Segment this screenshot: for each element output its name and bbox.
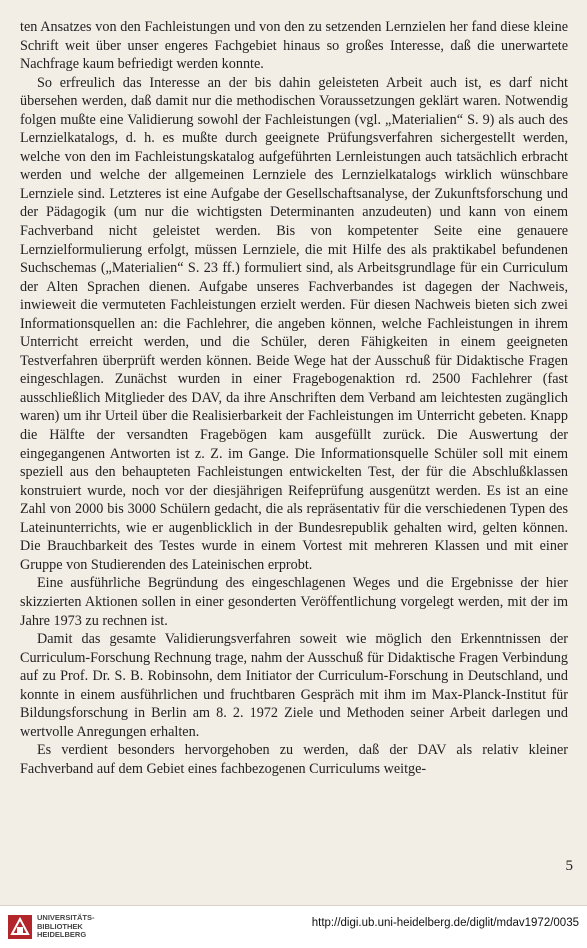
body-text	[20, 18, 568, 778]
university-library-logo-icon	[7, 914, 33, 940]
paragraph-4: Damit das gesamte Validierungsverfahren soweit wie möglich den Erkenntnissen der Curriculum-Forschung Rechnung trage, nahm der Ausschuß für Didaktische Fragen Verbindung auf zu Prof. Dr. S. B. Robinsohn, dem Initiator der Curriculum-Forschung in Deutschland, und konnte in einem ausführlichen und fruchtbaren Gespräch mit ihm im Max-Planck-Institut für Bildungsforschung in Berlin am 8. 2. 1972 Ziele und Methoden seiner Arbeit darlegen und wertvolle Anregungen erhalten.	[20, 631, 568, 740]
library-name-line-2: BIBLIOTHEK	[37, 921, 83, 931]
library-name-line-1: UNIVERSITÄTS-	[37, 913, 95, 922]
page-number: 5	[565, 858, 573, 874]
paragraph-1: ten Ansatzes von den Fachleistungen und von den zu setzenden Lernzielen her fand diese kleine Schrift weit über unser engeres Fachgebiet hinaus so großes Interesse, daß die unerwartete Nachfrage kaum befriedigt werden konnte.	[20, 19, 568, 73]
paragraph-2: So erfreulich das Interesse an der bis dahin geleisteten Arbeit auch ist, es darf nicht übersehen werden, daß damit nur die methodischen Voraussetzungen geklärt waren. Notwendig folgen mußte eine Validierung sowohl der Fachleistungen (vgl. „Materialien“ S. 9) als auch des Lernzielkatalogs, d. h. es mußte durch geeignete Prüfungsverfahren sichergestellt werden, welche von den im Fachleistungskatalog aufgeführten Lernleistungen auch tatsächlich erbracht werden und welche der allgemeinen Lernziele des Lernzielkatalogs wirklich wünschbare Lernziele sind. Letzteres ist eine Aufgabe der Gesellschaftsanalyse, der Zukunftsforschung und der Pädagogik (um nur die wichtigsten Determinanten anzudeuten) und kann von einem Fachverband nicht geleistet werden. Bis von kompetenter Seite eine genauere Lernzielformulierung erfolgt, müssen Lernziele, die mit Hilfe des als praktikabel befundenen Suchschemas („Materialien“ S. 23 ff.) formuliert sind, als Arbeitsgrundlage für ein Curriculum der Alten Sprachen dienen. Aufgabe unseres Fachverbandes ist dagegen der Nachweis, inwieweit die vermuteten Fachleistungen erzielt werden. Für diesen Nachweis bieten sich zwei Informationsquellen an: die Fachlehrer, die angeben können, welche Fachleistungen in ihrem Unterricht erreicht werden, und die Schüler, deren Fähigkeiten in einem geeigneten Testverfahren überprüft werden können. Beide Wege hat der Ausschuß für Didaktische Fragen eingeschlagen. Zunächst wurden in einer Fragebogenaktion rd. 2500 Fachlehrer (fast ausschließlich Mitglieder des DAV, da ihre Anschriften dem Verband am leichtesten zugänglich waren) um ihr Urteil über die Realisierbarkeit der Fachleistungen im Unterricht gebeten. Knapp die Hälfte der versandten Fragebögen kam ausgefüllt zurück. Die Auswertung der eingegangenen Antworten ist z. Z. im Gange. Die Informationsquelle Schüler soll mit einem speziell aus den behaupteten Fachleistungen entwickelten Test, der für die Abschlußklassen konstruiert wurde, noch vor der diesjährigen Reifeprüfung ausgenützt werden. Es ist an eine Zahl von 2000 bis 3000 Schülern gedacht, die als repräsentativ für die verschiedenen Typen des Lateinunterrichts, wie er augenblicklich in der Bundesrepublik gehalten wird, gelten können. Die Brauchbarkeit des Testes wurde in einem Vortest mit mehreren Klassen und mit einer Gruppe von Studierenden des Lateinischen erprobt.	[20, 74, 568, 573]
paragraph-3: Eine ausführliche Begründung des eingeschlagenen Weges und die Ergebnisse der hier skizzierten Aktionen sollen in einer gesonderten Veröffentlichung vorgelegt werden, mit der im Jahre 1973 zu rechnen ist.	[20, 575, 568, 629]
source-url-link[interactable]: http://digi.ub.uni-heidelberg.de/diglit/mdav1972/0035	[311, 917, 579, 929]
library-name	[37, 914, 95, 940]
library-name-line-3: HEIDELBERG	[37, 930, 87, 939]
viewer-footer	[0, 905, 587, 948]
paragraph-5: Es verdient besonders hervorgehoben zu werden, daß der DAV als relativ kleiner Fachverband auf dem Gebiet eines fachbezogenen Curriculums weitge-	[20, 742, 568, 777]
